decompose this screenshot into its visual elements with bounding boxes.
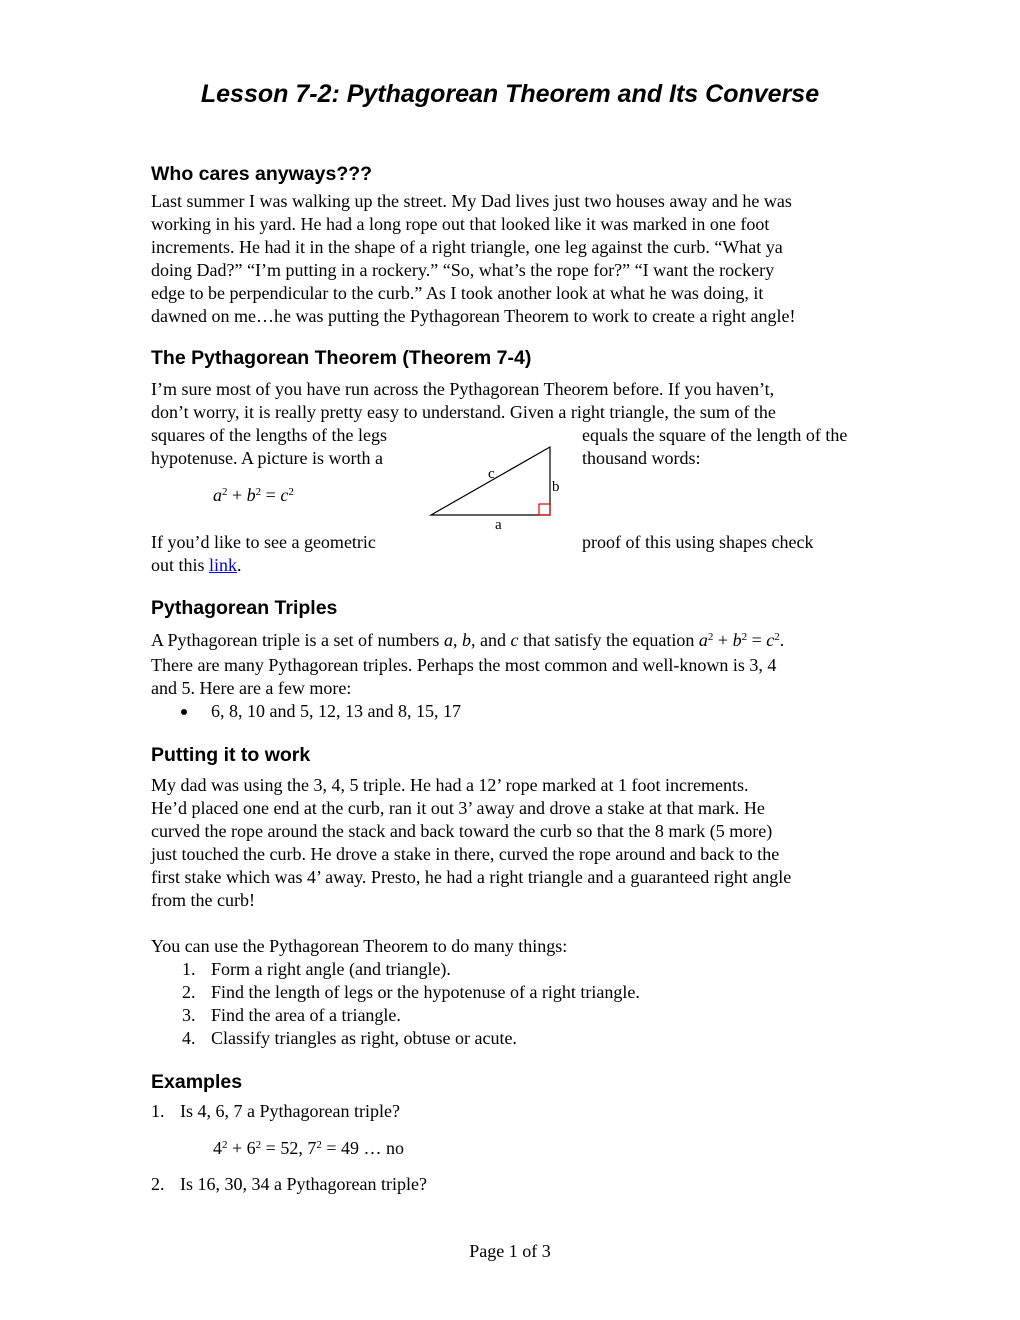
text-line: first stake which was 4’ away. Presto, he had a right triangle and a guaranteed right angle — [151, 867, 792, 887]
list-item: 2. Find the length of legs or the hypotenuse of a right triangle. — [182, 982, 640, 1002]
text-line: from the curb! — [151, 890, 255, 910]
heading-theorem: The Pythagorean Theorem (Theorem 7-4) — [151, 347, 532, 369]
page-number-footer: Page 1 of 3 — [469, 1241, 551, 1261]
text-line: You can use the Pythagorean Theorem to do many things: — [151, 936, 568, 956]
list-item: 3. Find the area of a triangle. — [182, 1005, 401, 1025]
text-line: Last summer I was walking up the street. My Dad lives just two houses away and he was — [151, 191, 792, 211]
right-angle-marker — [539, 504, 550, 515]
text-line: squares of the lengths of the legs — [151, 425, 387, 445]
label-leg-a: a — [495, 517, 502, 533]
triples-bullet-list — [211, 700, 461, 723]
text-line: doing Dad?” “I’m putting in a rockery.” “So, what’s the rope for?” “I want the rockery — [151, 260, 775, 280]
formula-var: b — [246, 485, 256, 505]
text-line: dawned on me…he was putting the Pythagorean Theorem to work to create a right angle! — [151, 306, 796, 326]
text-line: A Pythagorean triple is a set of numbers a, b, and c that satisfy the equation $a^2 + b^2 = c^2$. — [151, 630, 785, 650]
heading-triples: Pythagorean Triples — [151, 597, 338, 619]
example-question: Is 16, 30, 34 a Pythagorean triple? — [180, 1174, 427, 1194]
heading-putting-to-work: Putting it to work — [151, 744, 311, 766]
formula-var: c — [280, 485, 289, 505]
text-line: My dad was using the 3, 4, 5 triple. He had a 12’ rope marked at 1 foot increments. — [151, 775, 749, 795]
heading-examples: Examples — [151, 1071, 243, 1093]
text-line: increments. He had it in the shape of a right triangle, one leg against the curb. “What ya — [151, 237, 783, 257]
label-leg-b: b — [552, 479, 560, 495]
inline-formula: $a^2 + b^2 = c^2$ — [698, 630, 780, 650]
uses-numbered-list — [182, 958, 640, 1050]
list-item: 4. Classify triangles as right, obtuse or acute. — [182, 1028, 517, 1048]
heading-who-cares: Who cares anyways??? — [151, 163, 373, 185]
bullet-icon — [181, 709, 187, 715]
page-title: Lesson 7-2: Pythagorean Theorem and Its Converse — [200, 80, 820, 108]
text-line: don’t worry, it is really pretty easy to understand. Given a right triangle, the sum of the — [151, 402, 776, 422]
label-hypotenuse: c — [488, 466, 495, 482]
text-line: I’m sure most of you have run across the Pythagorean Theorem before. If you haven’t, — [151, 379, 775, 399]
text-line: proof of this using shapes check — [582, 532, 814, 552]
right-triangle-diagram — [420, 440, 590, 540]
geometric-proof-link[interactable]: link — [209, 555, 238, 575]
example-number: 2. — [151, 1174, 165, 1194]
text-line: and 5. Here are a few more: — [151, 678, 352, 698]
text-line: out this link. — [151, 555, 242, 575]
text-line: curved the rope around the stack and back toward the curb so that the 8 mark (5 more) — [151, 821, 773, 841]
text-line: equals the square of the length of the — [582, 425, 848, 445]
text-line: hypotenuse. A picture is worth a — [151, 448, 383, 468]
example-1-working: $4^2 + 6^2 = 52$, $7^2 = 49$ … no — [213, 1138, 404, 1158]
example-question: Is 4, 6, 7 a Pythagorean triple? — [180, 1101, 400, 1121]
text-line: thousand words: — [582, 448, 701, 468]
text-line: There are many Pythagorean triples. Perhaps the most common and well-known is 3, 4 — [151, 655, 777, 675]
text-line: working in his yard. He had a long rope out that looked like it was marked in one foot — [151, 214, 770, 234]
text-line: He’d placed one end at the curb, ran it out 3’ away and drove a stake at that mark. He — [151, 798, 765, 818]
example-number: 1. — [151, 1101, 165, 1121]
list-item: 6, 8, 10 and 5, 12, 13 and 8, 15, 17 — [211, 700, 461, 723]
list-item: 1. Form a right angle (and triangle). — [182, 959, 451, 979]
text-line: just touched the curb. He drove a stake in there, curved the rope around and back to the — [151, 844, 780, 864]
text-line: edge to be perpendicular to the curb.” As I took another look at what he was doing, it — [151, 283, 764, 303]
pythagorean-formula: $a^2 + b^2 = c^2$ — [213, 485, 294, 505]
text-line: If you’d like to see a geometric — [151, 532, 376, 552]
formula-var: a — [213, 485, 222, 505]
